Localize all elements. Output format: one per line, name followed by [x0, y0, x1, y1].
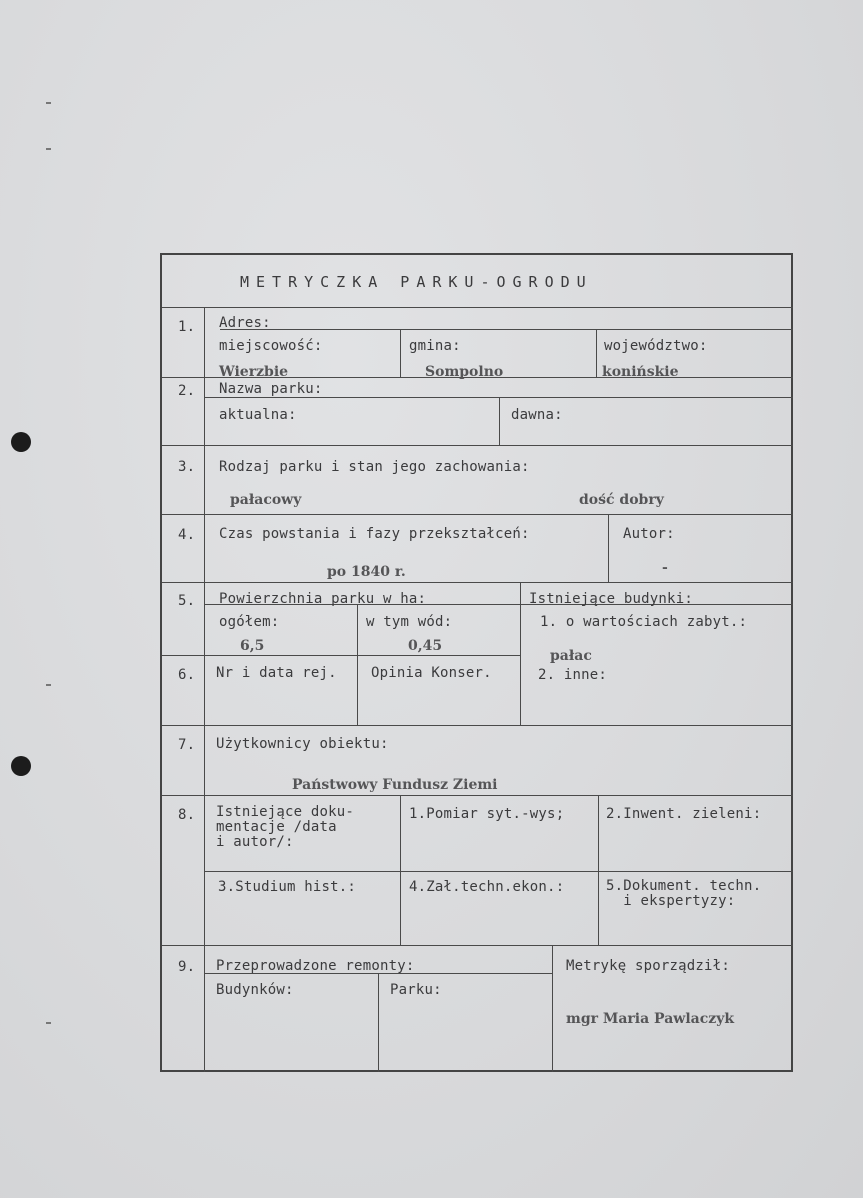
punch-hole-upper: [11, 432, 31, 452]
rule-autor: [608, 514, 609, 582]
section-number-3: 3.: [178, 459, 196, 475]
parku-label: Parku:: [390, 982, 442, 998]
form-title: METRYCZKA PARKU-OGRODU: [240, 273, 593, 291]
rule-title: [162, 307, 793, 308]
rule-s8-mid-left: [204, 871, 400, 872]
rule-adres: [220, 329, 793, 330]
czas-label: Czas powstania i fazy przekształceń:: [219, 526, 530, 542]
punch-hole-lower: [11, 756, 31, 776]
section-number-9: 9.: [178, 959, 196, 975]
budynki-label: Istniejące budynki:: [529, 591, 693, 607]
gmina-label: gmina:: [409, 338, 461, 354]
rule-s7: [162, 795, 793, 796]
inne-label: 2. inne:: [538, 667, 608, 683]
rule-s8-mid: [400, 871, 793, 872]
section-number-1: 1.: [178, 319, 196, 335]
uzytkownicy-value: Państwowy Fundusz Ziemi: [292, 777, 498, 793]
zabyt-label: 1. o wartościach zabyt.:: [540, 614, 748, 630]
zal-techn-ekon-label: 4.Zał.techn.ekon.:: [409, 879, 565, 895]
uzytkownicy-label: Użytkownicy obiektu:: [216, 736, 389, 752]
rule-wod: [357, 604, 358, 725]
section-number-5: 5.: [178, 593, 196, 609]
rule-wojewodztwo: [596, 329, 597, 377]
nr-data-rej-label: Nr i data rej.: [216, 665, 337, 681]
wod-label: w tym wód:: [366, 614, 453, 630]
nazwa-parku-label: Nazwa parku:: [219, 381, 323, 397]
rule-s4: [162, 582, 793, 583]
pomiar-label: 1.Pomiar syt.-wys;: [409, 806, 565, 822]
rule-s8-col1: [400, 795, 401, 945]
studium-hist-label: 3.Studium hist.:: [218, 879, 357, 895]
margin-mark: [46, 684, 51, 686]
park-record-form: [160, 253, 793, 1072]
rule-s5: [162, 655, 520, 656]
wod-value: 0,45: [408, 638, 443, 654]
rule-s6: [162, 725, 793, 726]
stan-value: dość dobry: [579, 492, 664, 508]
rule-s2: [162, 445, 793, 446]
ogolem-value: 6,5: [240, 638, 265, 654]
zabyt-value: pałac: [550, 648, 592, 664]
section-number-2: 2.: [178, 383, 196, 399]
rule-s3: [162, 514, 793, 515]
section-number-6: 6.: [178, 667, 196, 683]
margin-mark: [46, 148, 51, 150]
aktualna-label: aktualna:: [219, 407, 297, 423]
wojewodztwo-value: konińskie: [602, 364, 679, 380]
wojewodztwo-label: województwo:: [604, 338, 708, 354]
ogolem-label: ogółem:: [219, 614, 280, 630]
adres-label: Adres:: [219, 315, 271, 331]
margin-mark: [46, 1022, 51, 1024]
rodzaj-label: Rodzaj parku i stan jego zachowania:: [219, 459, 530, 475]
margin-mark: [46, 102, 51, 104]
dokumentacje-label: Istniejące doku- mentacje /data i autor/:: [216, 804, 355, 850]
autor-value: -: [662, 560, 668, 576]
miejscowosc-label: miejscowość:: [219, 338, 323, 354]
rule-s8: [162, 945, 793, 946]
remonty-label: Przeprowadzone remonty:: [216, 958, 415, 974]
section-number-7: 7.: [178, 737, 196, 753]
dawna-label: dawna:: [511, 407, 563, 423]
metryke-value: mgr Maria Pawlaczyk: [566, 1011, 735, 1027]
rule-s8-col2: [598, 795, 599, 945]
gmina-value: Sompolno: [425, 364, 504, 380]
rule-dawna: [499, 397, 500, 445]
rule-budynki: [520, 582, 521, 725]
rodzaj-value: pałacowy: [230, 492, 302, 508]
section-number-4: 4.: [178, 527, 196, 543]
opinia-konser-label: Opinia Konser.: [371, 665, 492, 681]
miejscowosc-value: Wierzbie: [219, 364, 289, 380]
autor-label: Autor:: [623, 526, 675, 542]
rule-gmina: [400, 329, 401, 377]
section-number-8: 8.: [178, 807, 196, 823]
metryke-label: Metrykę sporządził:: [566, 958, 730, 974]
powierzchnia-label: Powierzchnia parku w ha:: [219, 591, 427, 607]
czas-value: po 1840 r.: [327, 564, 406, 580]
inwent-zieleni-label: 2.Inwent. zieleni:: [606, 806, 762, 822]
rule-metryke: [552, 945, 553, 1072]
dokument-techn-label: 5.Dokument. techn. i ekspertyzy:: [606, 878, 762, 909]
budynkow-label: Budynków:: [216, 982, 294, 998]
rule-number-column: [204, 307, 205, 1072]
rule-parku: [378, 973, 379, 1072]
